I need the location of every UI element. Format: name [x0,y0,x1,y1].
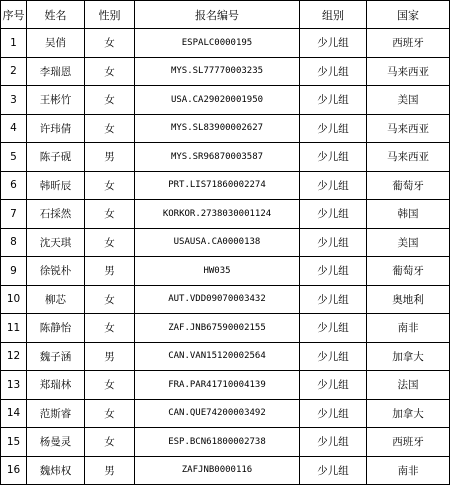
cell-country: 南非 [367,456,450,485]
cell-index: 7 [1,200,27,229]
header-name: 姓名 [27,1,85,29]
cell-index: 10 [1,285,27,314]
cell-index: 8 [1,228,27,257]
cell-country: 马来西亚 [367,57,450,86]
cell-name: 许玮倩 [27,114,85,143]
cell-registration-number: USAUSA.CA0000138 [135,228,300,257]
cell-gender: 女 [85,228,135,257]
cell-group: 少儿组 [300,399,367,428]
cell-name: 王彬竹 [27,86,85,115]
cell-index: 13 [1,371,27,400]
cell-group: 少儿组 [300,171,367,200]
cell-registration-number: ZAF.JNB67590002155 [135,314,300,343]
cell-gender: 女 [85,57,135,86]
cell-gender: 男 [85,257,135,286]
cell-country: 西班牙 [367,428,450,457]
table-row [1,143,450,172]
cell-name: 魏炜权 [27,456,85,485]
cell-name: 李瑞恩 [27,57,85,86]
header-country: 国家 [367,1,450,29]
header-gender: 性别 [85,1,135,29]
cell-name: 徐锐朴 [27,257,85,286]
cell-index: 6 [1,171,27,200]
cell-index: 4 [1,114,27,143]
cell-group: 少儿组 [300,200,367,229]
cell-name: 韩昕辰 [27,171,85,200]
table-row [1,371,450,400]
header-registration-number: 报名编号 [135,1,300,29]
cell-country: 马来西亚 [367,114,450,143]
cell-country: 奥地利 [367,285,450,314]
cell-registration-number: AUT.VDD09070003432 [135,285,300,314]
table-row [1,285,450,314]
cell-registration-number: MYS.SL77770003235 [135,57,300,86]
cell-registration-number: HW035 [135,257,300,286]
cell-group: 少儿组 [300,285,367,314]
table-row [1,29,450,58]
cell-index: 12 [1,342,27,371]
cell-gender: 男 [85,342,135,371]
cell-name: 范斯睿 [27,399,85,428]
cell-registration-number: ESPALC0000195 [135,29,300,58]
cell-country: 韩国 [367,200,450,229]
cell-registration-number: KORKOR.2738030001124 [135,200,300,229]
cell-registration-number: USA.CA29020001950 [135,86,300,115]
cell-country: 法国 [367,371,450,400]
cell-index: 2 [1,57,27,86]
cell-index: 16 [1,456,27,485]
cell-index: 1 [1,29,27,58]
table-row [1,200,450,229]
cell-name: 杨曼灵 [27,428,85,457]
table-row [1,228,450,257]
cell-gender: 女 [85,200,135,229]
cell-group: 少儿组 [300,314,367,343]
cell-index: 14 [1,399,27,428]
cell-index: 11 [1,314,27,343]
cell-gender: 男 [85,456,135,485]
cell-group: 少儿组 [300,29,367,58]
cell-country: 西班牙 [367,29,450,58]
cell-registration-number: CAN.VAN15120002564 [135,342,300,371]
cell-gender: 男 [85,143,135,172]
cell-group: 少儿组 [300,342,367,371]
header-index: 序号 [1,1,27,29]
cell-name: 陈静怡 [27,314,85,343]
cell-gender: 女 [85,371,135,400]
cell-country: 葡萄牙 [367,257,450,286]
cell-country: 马来西亚 [367,143,450,172]
cell-registration-number: CAN.QUE74200003492 [135,399,300,428]
cell-group: 少儿组 [300,86,367,115]
table-row [1,342,450,371]
table-row [1,314,450,343]
cell-group: 少儿组 [300,114,367,143]
table-row [1,114,450,143]
cell-country: 加拿大 [367,399,450,428]
cell-name: 吴俏 [27,29,85,58]
cell-registration-number: ZAFJNB0000116 [135,456,300,485]
cell-registration-number: PRT.LIS71860002274 [135,171,300,200]
cell-group: 少儿组 [300,428,367,457]
cell-name: 沈天琪 [27,228,85,257]
cell-registration-number: MYS.SL83900002627 [135,114,300,143]
cell-registration-number: ESP.BCN61800002738 [135,428,300,457]
cell-name: 陈子砚 [27,143,85,172]
table-row [1,86,450,115]
cell-country: 美国 [367,86,450,115]
table-row [1,171,450,200]
cell-group: 少儿组 [300,371,367,400]
cell-gender: 女 [85,428,135,457]
cell-index: 15 [1,428,27,457]
cell-gender: 女 [85,114,135,143]
header-group: 组别 [300,1,367,29]
cell-group: 少儿组 [300,228,367,257]
cell-group: 少儿组 [300,456,367,485]
cell-registration-number: FRA.PAR41710004139 [135,371,300,400]
cell-name: 石採然 [27,200,85,229]
cell-country: 美国 [367,228,450,257]
cell-gender: 女 [85,285,135,314]
cell-index: 9 [1,257,27,286]
table-body [1,29,450,485]
cell-name: 郑瑞林 [27,371,85,400]
cell-gender: 女 [85,399,135,428]
cell-name: 魏子涵 [27,342,85,371]
cell-gender: 女 [85,86,135,115]
cell-name: 柳芯 [27,285,85,314]
cell-country: 加拿大 [367,342,450,371]
table-row [1,257,450,286]
table-row [1,57,450,86]
cell-gender: 女 [85,29,135,58]
cell-gender: 女 [85,171,135,200]
cell-registration-number: MYS.SR96870003587 [135,143,300,172]
table-row [1,456,450,485]
cell-country: 葡萄牙 [367,171,450,200]
cell-country: 南非 [367,314,450,343]
table-row [1,399,450,428]
table-row [1,428,450,457]
table-header-row [1,1,450,29]
cell-index: 3 [1,86,27,115]
cell-index: 5 [1,143,27,172]
cell-group: 少儿组 [300,57,367,86]
cell-group: 少儿组 [300,257,367,286]
cell-gender: 女 [85,314,135,343]
cell-group: 少儿组 [300,143,367,172]
